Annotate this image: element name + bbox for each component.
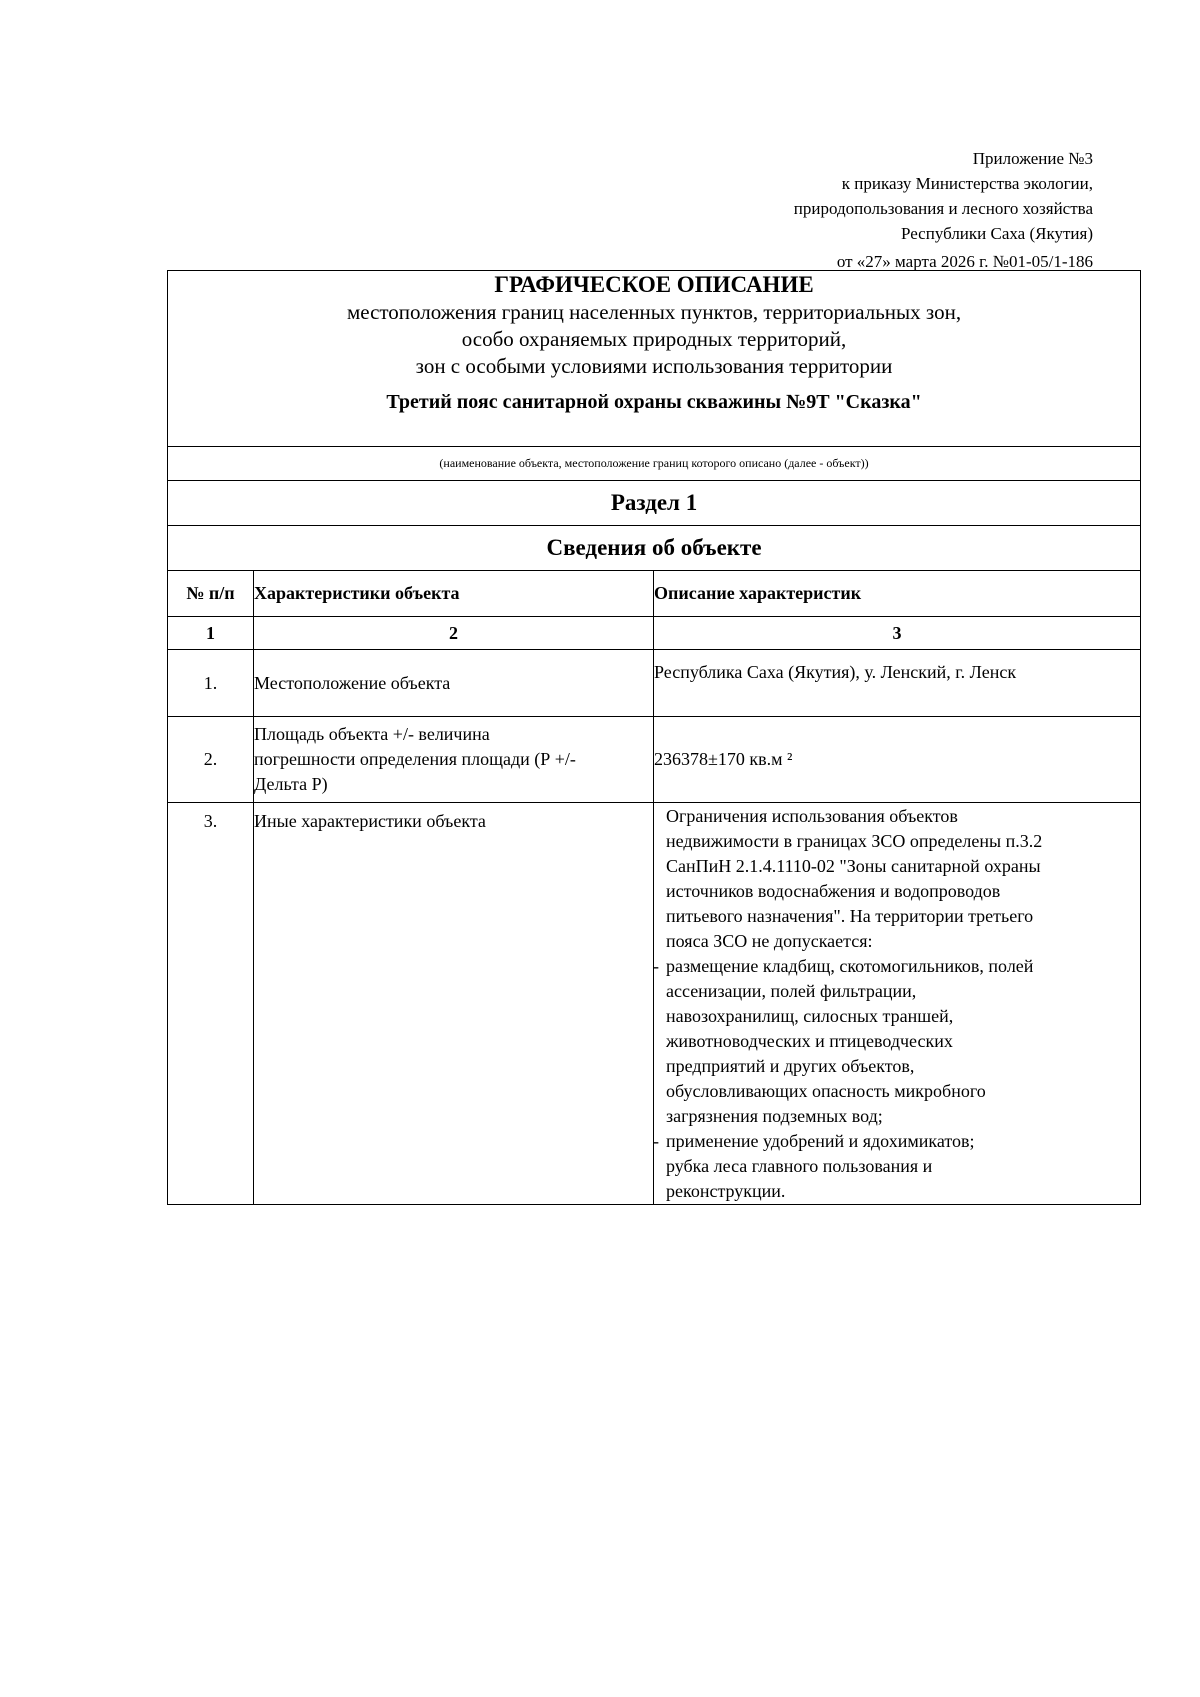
row-index: 1. — [168, 650, 254, 717]
table-header-row — [168, 571, 1141, 617]
row-description: Республика Саха (Якутия), у. Ленский, г. Ленск — [654, 650, 1141, 717]
description-line: реконструкции. — [666, 1181, 786, 1201]
header-characteristic: Характеристики объекта — [254, 571, 654, 617]
description-line: животноводческих и птицеводческих — [666, 1031, 953, 1051]
appendix-line: Республики Саха (Якутия) — [900, 224, 1093, 243]
description-line: применение удобрений и ядохимикатов; — [666, 1131, 975, 1151]
table-row — [168, 650, 1141, 717]
description-line: обусловливающих опасность микробного — [666, 1081, 986, 1101]
table-row — [168, 803, 1141, 1205]
appendix-line: от «27» марта 2026 г. №01-05/1-186 — [836, 252, 1093, 271]
description-line: питьевого назначения". На территории третьего — [666, 906, 1034, 926]
description-line: источников водоснабжения и водопроводов — [666, 881, 1001, 901]
row-description: 236378±170 кв.м ² — [654, 717, 1141, 803]
description-line: навозохранилищ, силосных траншей, — [666, 1006, 954, 1026]
characteristic-line: погрешности определения площади (Р +/- — [254, 749, 576, 769]
row-index: 3. — [168, 803, 254, 1205]
row-characteristic: Местоположение объекта — [254, 650, 654, 717]
appendix-line: природопользования и лесного хозяйства — [793, 199, 1093, 218]
description-line: пояса ЗСО не допускается: — [666, 931, 873, 951]
section-subtitle: Сведения об объекте — [168, 526, 1141, 571]
dash-marker: - — [653, 1131, 659, 1151]
table-row — [168, 717, 1141, 803]
row-description — [654, 803, 1141, 1205]
row-index: 2. — [168, 717, 254, 803]
header-description: Описание характеристик — [654, 571, 1141, 617]
subtitle-line: местоположения границ населенных пунктов, территориальных зон, — [346, 300, 962, 324]
row-characteristic: Иные характеристики объекта — [254, 803, 654, 1205]
characteristic-line: Дельта Р) — [254, 774, 328, 794]
description-line: недвижимости в границах ЗСО определены п.3.2 — [666, 831, 1043, 851]
description-line: СанПиН 2.1.4.1110-02 "Зоны санитарной охраны — [666, 856, 1041, 876]
description-line: ассенизации, полей фильтрации, — [666, 981, 917, 1001]
subtitle-line: особо охраняемых природных территорий, — [461, 327, 847, 351]
dash-marker: - — [653, 956, 659, 976]
column-number: 1 — [168, 617, 254, 650]
section-title: Раздел 1 — [168, 481, 1141, 526]
object-name: Третий пояс санитарной охраны скважины №9Т "Сказка" — [386, 391, 922, 413]
appendix-line: к приказу Министерства экологии, — [841, 174, 1093, 193]
description-line: рубка леса главного пользования и — [666, 1156, 933, 1176]
document-title: ГРАФИЧЕСКОЕ ОПИСАНИЕ — [494, 272, 814, 297]
description-list-item — [653, 1129, 1140, 1154]
object-name-note: (наименование объекта, местоположение границ которого описано (далее - объект)) — [168, 447, 1141, 481]
description-list-item — [653, 954, 1140, 979]
column-number-row — [168, 617, 1141, 650]
characteristic-line: Площадь объекта +/- величина — [254, 724, 490, 744]
row-characteristic — [254, 717, 654, 803]
description-line: загрязнения подземных вод; — [666, 1106, 883, 1126]
description-line: предприятий и других объектов, — [666, 1056, 915, 1076]
column-number: 2 — [254, 617, 654, 650]
appendix-header — [573, 146, 1093, 274]
appendix-line: Приложение №3 — [972, 149, 1093, 168]
title-block — [168, 271, 1141, 447]
description-line: размещение кладбищ, скотомогильников, полей — [666, 956, 1034, 976]
subtitle-line: зон с особыми условиями использования территории — [415, 354, 893, 378]
header-index: № п/п — [168, 571, 254, 617]
description-frame — [167, 270, 1141, 1205]
description-line: Ограничения использования объектов — [666, 806, 958, 826]
column-number: 3 — [654, 617, 1141, 650]
